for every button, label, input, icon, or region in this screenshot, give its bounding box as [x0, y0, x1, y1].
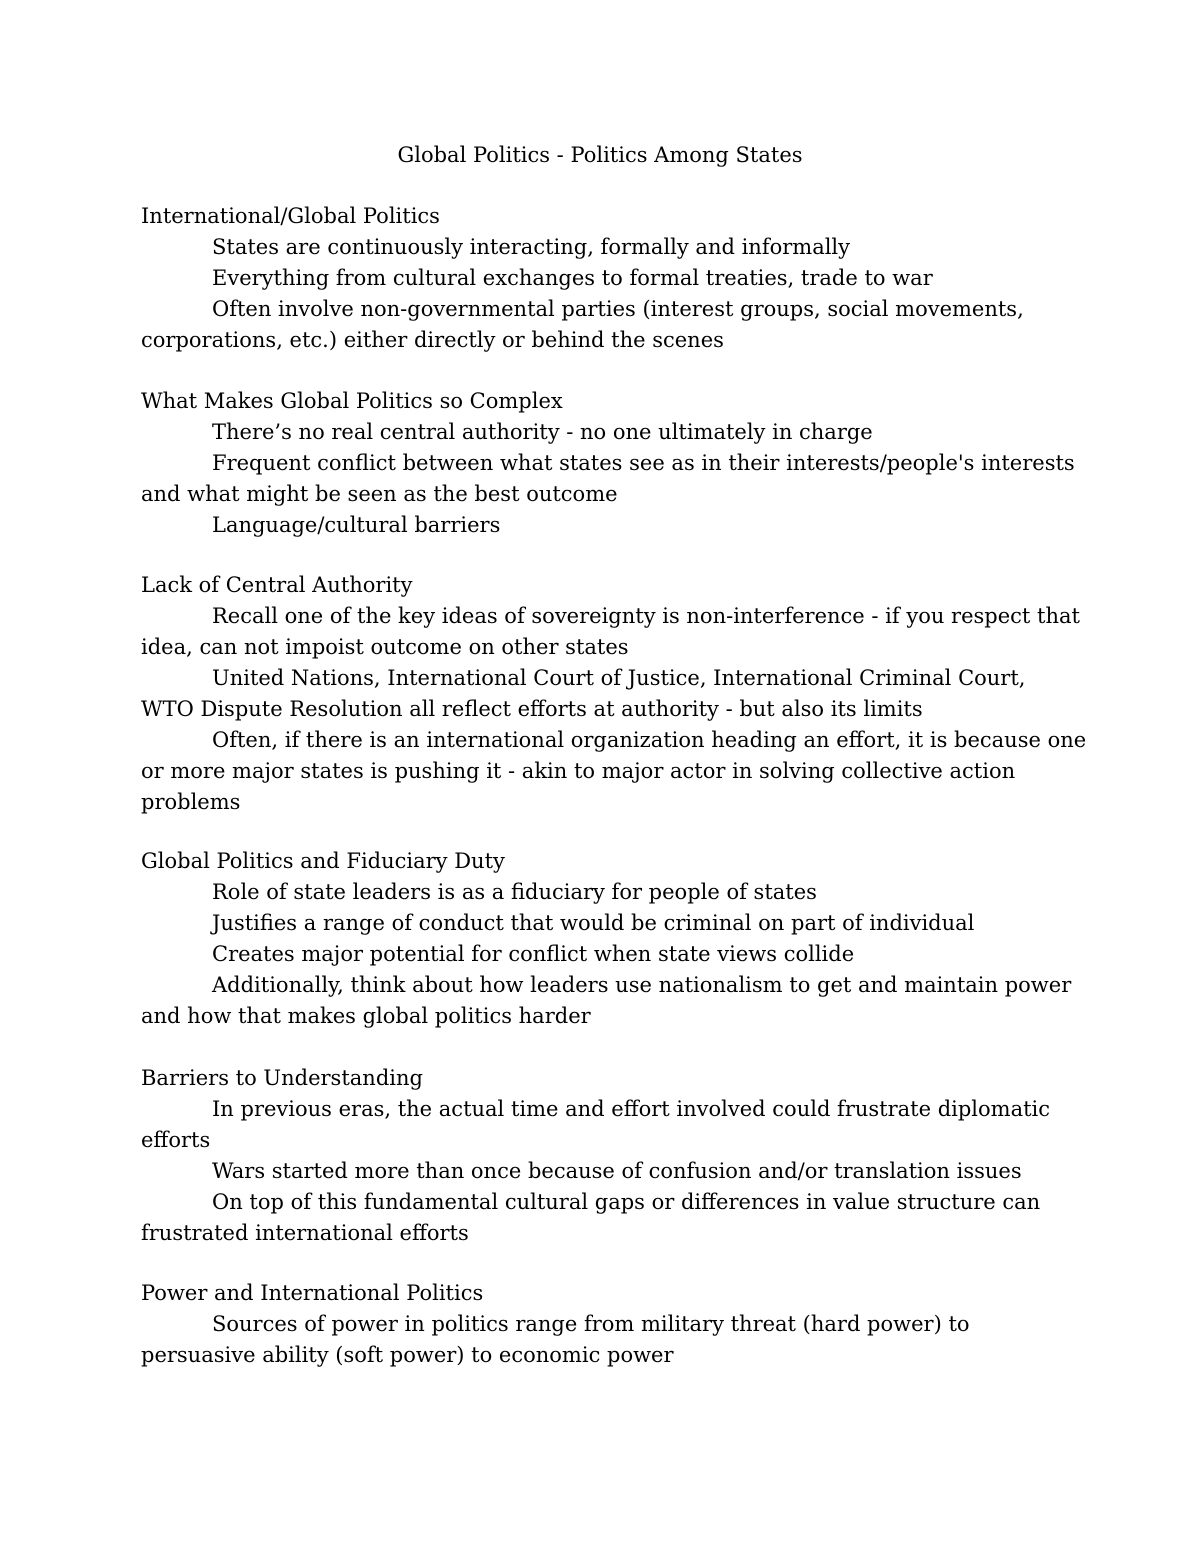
section-heading: International/Global Politics: [141, 204, 440, 228]
paragraph-line: On top of this fundamental cultural gaps or differences in value structure can: [212, 1190, 1041, 1214]
paragraph-line: frustrated international efforts: [141, 1221, 469, 1245]
paragraph-line: Wars started more than once because of confusion and/or translation issues: [212, 1159, 1022, 1183]
section-what-makes-global-politics-complex: [141, 386, 1075, 541]
paragraph-line: idea, can not impoist outcome on other states: [141, 635, 629, 659]
paragraph-line: There’s no real central authority - no one ultimately in charge: [212, 420, 873, 444]
paragraph-line: Role of state leaders is as a fiduciary for people of states: [212, 880, 817, 904]
paragraph-line: efforts: [141, 1128, 211, 1152]
section-barriers-to-understanding: [141, 1063, 1071, 1249]
section-paragraph: [141, 663, 1071, 725]
section-paragraph: [141, 1094, 1071, 1156]
paragraph-line: persuasive ability (soft power) to economic power: [141, 1343, 674, 1367]
paragraph-line: Recall one of the key ideas of sovereignty is non-interference - if you respect that: [212, 604, 1080, 628]
paragraph-line: In previous eras, the actual time and effort involved could frustrate diplomatic: [212, 1097, 1051, 1121]
paragraph-line: States are continuously interacting, formally and informally: [212, 235, 851, 259]
section-paragraph: [141, 294, 1071, 356]
paragraph-line: Everything from cultural exchanges to formal treaties, trade to war: [212, 266, 933, 290]
section-heading: Barriers to Understanding: [141, 1066, 423, 1090]
section-heading: Global Politics and Fiduciary Duty: [141, 849, 505, 873]
paragraph-line: Often involve non-governmental parties (interest groups, social movements,: [212, 297, 1024, 321]
section-paragraph: [141, 510, 1071, 541]
section-paragraph: [141, 417, 1071, 448]
paragraph-line: corporations, etc.) either directly or behind the scenes: [141, 328, 724, 352]
document-title: Global Politics - Politics Among States: [397, 143, 803, 167]
section-paragraph: [141, 601, 1080, 663]
paragraph-line: WTO Dispute Resolution all reflect efforts at authority - but also its limits: [141, 697, 923, 721]
paragraph-line: Often, if there is an international organization heading an effort, it is because one: [212, 728, 1087, 752]
section-paragraph: [141, 1187, 1071, 1249]
paragraph-line: problems: [141, 790, 241, 814]
section-paragraph: [141, 232, 1071, 263]
paragraph-line: or more major states is pushing it - akin to major actor in solving collective action: [141, 759, 1016, 783]
section-international-global-politics: [141, 201, 1071, 356]
section-power-international-politics: [141, 1278, 1071, 1371]
section-paragraph: [141, 877, 1071, 908]
paragraph-line: United Nations, International Court of Justice, International Criminal Court,: [212, 666, 1026, 690]
section-paragraph: [141, 1309, 1071, 1371]
section-heading: Power and International Politics: [141, 1281, 484, 1305]
paragraph-line: Additionally, think about how leaders use nationalism to get and maintain power: [212, 973, 1072, 997]
paragraph-line: Frequent conflict between what states see as in their interests/people's interests: [212, 451, 1075, 475]
section-heading: What Makes Global Politics so Complex: [141, 389, 563, 413]
section-paragraph: [141, 939, 1071, 970]
paragraph-line: Language/cultural barriers: [212, 513, 501, 537]
section-paragraph: [141, 1156, 1071, 1187]
section-heading: Lack of Central Authority: [141, 573, 413, 597]
paragraph-line: Justifies a range of conduct that would be criminal on part of individual: [212, 911, 975, 935]
section-paragraph: [141, 908, 1071, 939]
paragraph-line: and how that makes global politics harder: [141, 1004, 591, 1028]
section-paragraph: [141, 263, 1071, 294]
paragraph-line: Sources of power in politics range from military threat (hard power) to: [212, 1312, 970, 1336]
section-paragraph: [141, 448, 1075, 510]
section-global-politics-fiduciary-duty: [141, 846, 1071, 1032]
section-paragraph: [141, 725, 1087, 818]
section-paragraph: [141, 970, 1071, 1032]
paragraph-line: Creates major potential for conflict when state views collide: [212, 942, 855, 966]
section-lack-of-central-authority: [141, 570, 1087, 818]
paragraph-line: and what might be seen as the best outcome: [141, 482, 618, 506]
